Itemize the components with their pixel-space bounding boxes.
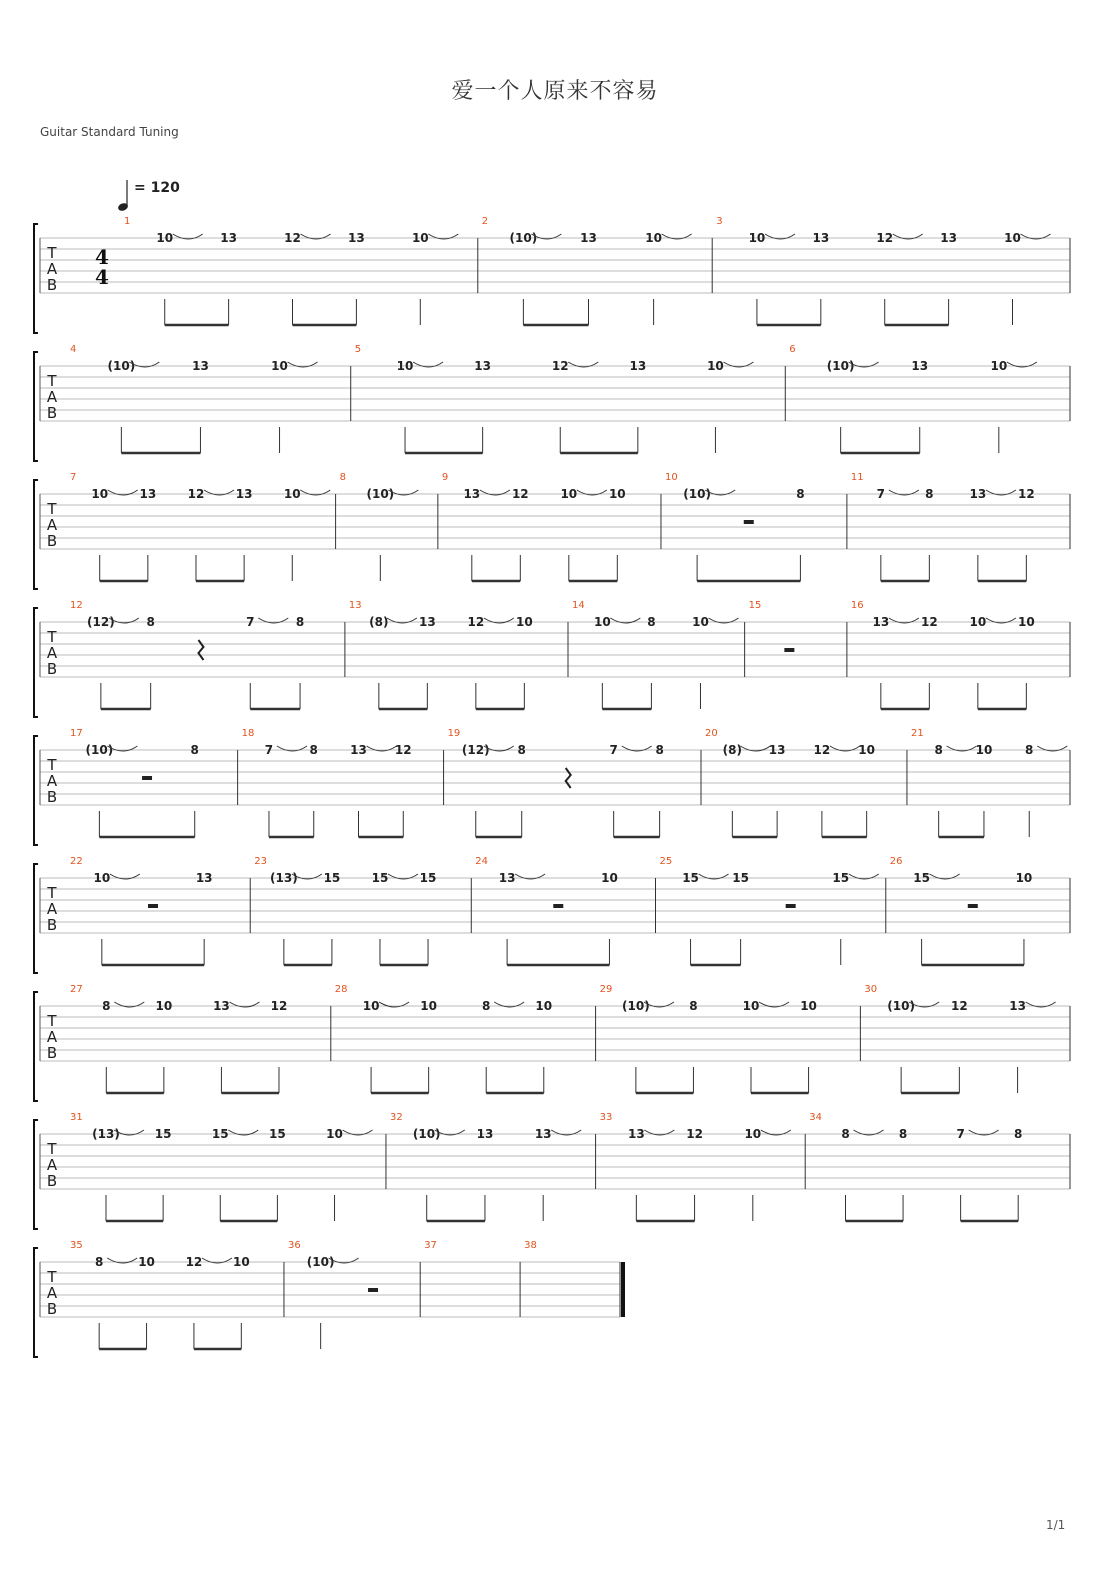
bar-number: 14 xyxy=(572,600,585,611)
bar-number: 23 xyxy=(254,856,267,867)
fret-number: (10) xyxy=(107,359,136,373)
fret-number: 7 xyxy=(956,1127,965,1141)
tab-clef-letter: T xyxy=(47,1140,57,1158)
fret-number: 10 xyxy=(692,615,709,629)
tab-clef-letter: A xyxy=(46,260,58,278)
fret-number: 12 xyxy=(270,999,288,1013)
bar-number: 3 xyxy=(716,216,723,227)
fret-number: 8 xyxy=(102,999,111,1013)
fret-number: 12 xyxy=(1017,487,1035,501)
bar-number: 1 xyxy=(124,216,131,227)
bar-number: 2 xyxy=(481,216,489,227)
fret-number: 13 xyxy=(768,743,786,757)
half-rest xyxy=(968,904,978,908)
fret-number: 8 xyxy=(655,743,664,757)
bar-number: 25 xyxy=(659,856,673,867)
bar-number: 30 xyxy=(864,984,878,995)
tab-system xyxy=(34,216,1070,333)
bar-number: 28 xyxy=(334,984,348,995)
fret-number: 10 xyxy=(1015,871,1033,885)
tab-clef-letter: T xyxy=(47,1012,57,1030)
fret-number: 8 xyxy=(517,743,526,757)
tab-clef-letter: T xyxy=(47,1268,57,1286)
fret-number: 12 xyxy=(511,487,529,501)
quarter-rest xyxy=(566,768,571,788)
fret-number: 15 xyxy=(211,1127,229,1141)
fret-number: 12 xyxy=(394,743,412,757)
system-bracket xyxy=(34,608,38,717)
fret-number: 8 xyxy=(146,615,155,629)
bar-number: 16 xyxy=(850,600,864,611)
fret-number: 13 xyxy=(498,871,516,885)
fret-number: 10 xyxy=(744,1127,762,1141)
system-bracket xyxy=(34,352,38,461)
fret-number: 7 xyxy=(609,743,618,757)
fret-number: (10) xyxy=(306,1255,335,1269)
tab-clef-letter: T xyxy=(47,500,57,518)
fret-number: 12 xyxy=(920,615,938,629)
fret-number: (10) xyxy=(826,359,855,373)
fret-number: (8) xyxy=(722,743,743,757)
tab-clef-letter: A xyxy=(46,772,58,790)
fret-number: 15 xyxy=(682,871,699,885)
bar-number: 38 xyxy=(524,1240,537,1251)
fret-number: 15 xyxy=(154,1127,172,1141)
bar-number: 5 xyxy=(354,344,362,355)
tab-system xyxy=(34,344,1070,461)
tab-clef-letter: T xyxy=(47,244,57,262)
fret-number: (10) xyxy=(683,487,711,501)
fret-number: 10 xyxy=(283,487,301,501)
fret-number: 13 xyxy=(195,871,213,885)
bar-number: 4 xyxy=(70,344,77,355)
bar-number: 15 xyxy=(748,600,762,611)
fret-number: 13 xyxy=(1009,999,1026,1013)
quarter-rest xyxy=(198,640,203,660)
bar-number: 20 xyxy=(705,728,718,739)
fret-number: 13 xyxy=(418,615,436,629)
bar-number: 35 xyxy=(70,1240,83,1251)
fret-number: 10 xyxy=(601,871,618,885)
fret-number: 12 xyxy=(813,743,831,757)
fret-number: 13 xyxy=(213,999,230,1013)
bar-number: 27 xyxy=(70,984,83,995)
fret-number: 8 xyxy=(94,1255,104,1269)
fret-number: 10 xyxy=(742,999,760,1013)
bar-number: 9 xyxy=(441,472,449,483)
fret-number: 13 xyxy=(940,231,957,245)
time-signature-top: 4 xyxy=(95,245,109,269)
fret-number: 10 xyxy=(608,487,626,501)
fret-number: 10 xyxy=(535,999,553,1013)
fret-number: 8 xyxy=(898,1127,908,1141)
fret-number: 13 xyxy=(220,231,237,245)
fret-number: 10 xyxy=(707,359,724,373)
fret-number: (10) xyxy=(412,1127,441,1141)
fret-number: 8 xyxy=(1025,743,1034,757)
half-rest xyxy=(148,904,158,908)
page-number: 1/1 xyxy=(1046,1518,1066,1532)
tempo-text: = 120 xyxy=(134,180,180,196)
fret-number: 10 xyxy=(91,487,109,501)
tab-clef-letter: B xyxy=(46,532,58,550)
fret-number: 8 xyxy=(925,487,934,501)
half-rest xyxy=(553,904,563,908)
tab-clef-letter: B xyxy=(46,788,58,806)
bar-number: 10 xyxy=(664,472,678,483)
half-rest xyxy=(786,904,796,908)
tab-clef-letter: B xyxy=(46,276,58,294)
fret-number: 8 xyxy=(934,743,943,757)
bar-number: 18 xyxy=(241,728,255,739)
bar-number: 17 xyxy=(70,728,83,739)
fret-number: 13 xyxy=(476,1127,494,1141)
fret-number: 8 xyxy=(689,999,698,1013)
fret-number: 10 xyxy=(420,999,438,1013)
fret-number: 12 xyxy=(185,1255,203,1269)
system-bracket xyxy=(34,992,38,1101)
fret-number: 15 xyxy=(269,1127,286,1141)
fret-number: 10 xyxy=(975,743,993,757)
system-bracket xyxy=(34,1248,38,1357)
tab-clef-letter: T xyxy=(47,756,57,774)
bar-number: 22 xyxy=(70,856,83,867)
fret-number: 10 xyxy=(396,359,414,373)
fret-number: 8 xyxy=(796,487,805,501)
time-signature-bottom: 4 xyxy=(95,265,109,289)
tab-system xyxy=(34,600,1070,717)
tab-clef-letter: B xyxy=(46,916,58,934)
tab-clef-letter: B xyxy=(46,404,58,422)
fret-number: 13 xyxy=(235,487,253,501)
fret-number: 8 xyxy=(647,615,656,629)
tab-clef-letter: B xyxy=(46,1300,58,1318)
bar-number: 36 xyxy=(287,1240,301,1251)
system-bracket xyxy=(34,224,38,333)
fret-number: 10 xyxy=(515,615,533,629)
song-title: 爱一个人原来不容易 xyxy=(451,79,659,104)
tab-clef-letter: A xyxy=(46,1028,58,1046)
system-bracket xyxy=(34,1120,38,1229)
fret-number: (10) xyxy=(509,231,538,245)
bar-number: 21 xyxy=(910,728,924,739)
fret-number: 8 xyxy=(482,999,491,1013)
fret-number: 8 xyxy=(190,743,199,757)
half-rest xyxy=(142,776,152,780)
fret-number: 10 xyxy=(155,999,173,1013)
tab-system xyxy=(34,1240,623,1357)
fret-number: 13 xyxy=(969,487,987,501)
fret-number: 10 xyxy=(560,487,578,501)
tab-clef-letter: B xyxy=(46,660,58,678)
fret-number: 8 xyxy=(309,743,318,757)
fret-number: 15 xyxy=(323,871,341,885)
bar-number: 37 xyxy=(424,1240,437,1251)
fret-number: 13 xyxy=(872,615,890,629)
fret-number: (10) xyxy=(366,487,395,501)
fret-number: 10 xyxy=(990,359,1008,373)
fret-number: 12 xyxy=(686,1127,703,1141)
fret-number: 10 xyxy=(858,743,876,757)
fret-number: 13 xyxy=(534,1127,552,1141)
fret-number: 10 xyxy=(326,1127,343,1141)
bar-number: 12 xyxy=(70,600,83,611)
fret-number: 7 xyxy=(876,487,886,501)
fret-number: 8 xyxy=(1014,1127,1023,1141)
fret-number: (10) xyxy=(85,743,114,757)
fret-number: 8 xyxy=(295,615,305,629)
fret-number: 13 xyxy=(348,231,365,245)
fret-number: (13) xyxy=(270,871,298,885)
bar-number: 33 xyxy=(599,1112,613,1123)
bar-number: 32 xyxy=(389,1112,403,1123)
fret-number: 10 xyxy=(138,1255,155,1269)
fret-number: 10 xyxy=(271,359,288,373)
tab-clef-letter: A xyxy=(46,644,58,662)
tab-system xyxy=(34,728,1070,845)
fret-number: 13 xyxy=(463,487,481,501)
tab-clef-letter: B xyxy=(46,1044,58,1062)
fret-number: (8) xyxy=(369,615,389,629)
fret-number: 10 xyxy=(362,999,380,1013)
fret-number: 12 xyxy=(951,999,968,1013)
fret-number: 8 xyxy=(841,1127,850,1141)
system-bracket xyxy=(34,864,38,973)
fret-number: 15 xyxy=(419,871,437,885)
tab-clef-letter: A xyxy=(46,516,58,534)
fret-number: 10 xyxy=(800,999,817,1013)
system-bracket xyxy=(34,480,38,589)
tab-system xyxy=(34,1112,1070,1229)
fret-number: 15 xyxy=(371,871,389,885)
fret-number: 13 xyxy=(911,359,929,373)
fret-number: 12 xyxy=(876,231,894,245)
fret-number: 12 xyxy=(551,359,569,373)
fret-number: 13 xyxy=(812,231,830,245)
tab-clef-letter: B xyxy=(46,1172,58,1190)
half-rest xyxy=(744,520,754,524)
fret-number: 10 xyxy=(232,1255,250,1269)
bar-number: 31 xyxy=(70,1112,83,1123)
fret-number: 13 xyxy=(474,359,491,373)
fret-number: 10 xyxy=(969,615,987,629)
bar-number: 19 xyxy=(447,728,461,739)
tab-clef-letter: A xyxy=(46,900,58,918)
fret-number: 10 xyxy=(593,615,611,629)
system-bracket xyxy=(34,736,38,845)
tab-clef-letter: T xyxy=(47,884,57,902)
tab-clef-letter: T xyxy=(47,628,57,646)
bar-number: 11 xyxy=(850,472,864,483)
fret-number: 10 xyxy=(93,871,111,885)
fret-number: 15 xyxy=(732,871,749,885)
fret-number: 12 xyxy=(467,615,485,629)
tab-system xyxy=(34,856,1070,973)
fret-number: 10 xyxy=(748,231,766,245)
bar-number: 24 xyxy=(475,856,489,867)
fret-number: 15 xyxy=(832,871,850,885)
fret-number: 13 xyxy=(350,743,367,757)
bar-number: 26 xyxy=(889,856,903,867)
fret-number: 7 xyxy=(246,615,255,629)
fret-number: (13) xyxy=(92,1127,120,1141)
fret-number: (12) xyxy=(87,615,115,629)
fret-number: (10) xyxy=(622,999,650,1013)
fret-number: 10 xyxy=(1004,231,1021,245)
tuning-label: Guitar Standard Tuning xyxy=(40,125,179,139)
fret-number: 12 xyxy=(187,487,205,501)
fret-number: 13 xyxy=(192,359,209,373)
fret-number: 15 xyxy=(913,871,930,885)
tab-clef-letter: A xyxy=(46,1156,58,1174)
tab-system xyxy=(34,472,1070,589)
bar-number: 34 xyxy=(809,1112,822,1123)
fret-number: 13 xyxy=(139,487,157,501)
fret-number: 12 xyxy=(284,231,301,245)
bar-number: 29 xyxy=(599,984,613,995)
half-rest xyxy=(784,648,794,652)
tab-clef-letter: T xyxy=(47,372,57,390)
fret-number: (12) xyxy=(461,743,490,757)
bar-number: 8 xyxy=(339,472,346,483)
tab-system xyxy=(34,984,1070,1101)
tab-clef-letter: A xyxy=(46,388,58,406)
bar-number: 13 xyxy=(348,600,362,611)
fret-number: 13 xyxy=(629,359,647,373)
fret-number: 10 xyxy=(156,231,174,245)
half-rest xyxy=(368,1288,378,1292)
tab-clef-letter: A xyxy=(46,1284,58,1302)
fret-number: 10 xyxy=(411,231,429,245)
fret-number: 10 xyxy=(645,231,662,245)
fret-number: 10 xyxy=(1017,615,1035,629)
bar-number: 7 xyxy=(70,472,77,483)
bar-number: 6 xyxy=(789,344,796,355)
fret-number: 7 xyxy=(264,743,274,757)
fret-number: (10) xyxy=(887,999,915,1013)
fret-number: 13 xyxy=(627,1127,645,1141)
fret-number: 13 xyxy=(580,231,597,245)
